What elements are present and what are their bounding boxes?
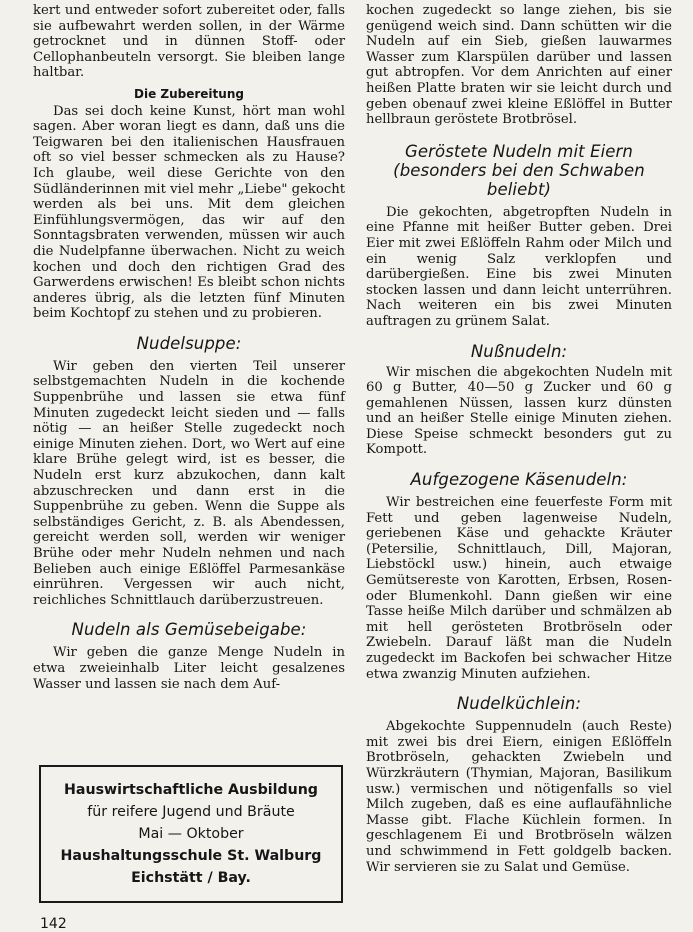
ad-line-school: Haushaltungsschule St. Walburg — [60, 848, 322, 864]
right-column — [366, 0, 672, 875]
ad-line-training: Hauswirtschaftliche Ausbildung — [64, 782, 318, 798]
gemuesebeigabe-paragraph: Wir geben die ganze Menge Nudeln in etwa zweieinhalb Liter leicht gesalzenes Wasser und lassen sie nach dem Auf- — [33, 645, 345, 692]
nussnudeln-paragraph: Wir mischen die abgekochten Nudeln mit 60 g Butter, 40—50 g Zucker und 60 g gemahlenen Nüssen, lassen kurz dünsten und an heißer Stelle einige Minuten ziehen. Diese Speise schmeckt besonders gut zu Kompott. — [366, 364, 672, 458]
intro-paragraph: kert und entweder sofort zubereitet oder, falls sie aufbewahrt werden sollen, in der Wärme getrocknet und in dünnen Stoff- oder Cellophanbeuteln versorgt. Sie bleiben lange haltbar. — [33, 3, 345, 81]
ad-line-audience: für reifere Jugend und Bräute — [87, 804, 295, 820]
eiern-paragraph: Die gekochten, abgetropften Nudeln in eine Pfanne mit heißer Butter geben. Drei Eier mit zwei Eßlöffeln Rahm oder Milch und ein wenig Salz verklopfen und darübergießen. Eine bis zwei Minuten stocken lassen und dann leicht unterrühren. Nach weiteren ein bis zwei Minuten auftragen zu grünem Salat. — [366, 204, 672, 329]
eiern-heading: Geröstete Nudeln mit Eiern (besonders bei den Schwaben beliebt) — [393, 141, 645, 199]
advertisement-box — [39, 765, 343, 903]
nussnudeln-heading: Nußnudeln: — [470, 341, 568, 361]
ad-line-location: Eichstätt / Bay. — [131, 870, 251, 886]
nudelsuppe-heading: Nudelsuppe: — [136, 333, 242, 353]
nudelkuechlein-heading: Nudelküchlein: — [456, 694, 582, 714]
page-number: 142 — [40, 916, 67, 932]
zubereitung-title: Die Zubereitung — [134, 86, 244, 101]
zubereitung-paragraph: Das sei doch keine Kunst, hört man wohl sagen. Aber woran liegt es dann, daß uns die Teigwaren bei den italienischen Hausfrauen oft so viel besser schmecken als zu Hause? Ich glaube, weil diese Gerichte von den Südländerinnen mit viel mehr „Liebe" gekocht werden als bei uns. Mit dem gleichen Einfühlungsvermögen, das wir auf den Sonntagsbraten verwenden, müssen wir auch die Nudelpfanne überwachen. Nicht zu weich kochen und doch den richtigen Grad des Garwerdens erwischen! Es bleibt schon nichts anderes übrig, als die letzten fünf Minuten beim Kochtopf zu stehen und zu probieren. — [33, 103, 345, 322]
gemuesebeigabe-heading: Nudeln als Gemüsebeigabe: — [71, 620, 307, 640]
kaesenudeln-heading: Aufgezogene Käsenudeln: — [410, 470, 628, 490]
ad-line-season: Mai — Oktober — [138, 826, 244, 842]
kaesenudeln-paragraph: Wir bestreichen eine feuerfeste Form mit Fett und geben lagenweise Nudeln, geriebenen Käse und gehackte Kräuter (Petersilie, Schnittlauch, Dill, Majoran, Liebstöckl usw.) hinein, auch etwaige Gemütsereste von Karotten, Erbsen, Rosen- oder Blumenkohl. Dann gießen wir eine Tasse heiße Milch darüber und schmälzen ab mit hell gerösteten Brotbröseln oder Zwiebeln. Darauf läßt man die Nudeln zugedeckt im Backofen bei schwacher Hitze etwa zwanzig Minuten aufziehen. — [366, 495, 672, 682]
nudelsuppe-paragraph: Wir geben den vierten Teil unserer selbstgemachten Nudeln in die kochende Suppenbrühe und lassen sie etwa fünf Minuten zugedeckt leicht sieden und — falls nötig — an heißer Stelle zugedeckt noch einige Minuten ziehen. Dort, wo Wert auf eine klare Brühe gelegt wird, ist es besser, die Nudeln erst kurz abzukochen, dann kalt abzuschrecken und dann erst in die Suppenbrühe zu geben. Wenn die Suppe als selbständiges Gericht, z. B. als Abendessen, gereicht werden soll, werden wir weniger Brühe oder mehr Nudeln nehmen und nach Belieben auch einige Eßlöffel Parmesankäse einrühren. Vergessen wir auch nicht, reichliches Schnittlauch darüberzustreuen. — [33, 358, 345, 608]
left-column — [33, 0, 345, 692]
nudelkuechlein-paragraph: Abgekochte Suppennudeln (auch Reste) mit zwei bis drei Eiern, einigen Eßlöffeln Brotbröseln, gehackten Zwiebeln und Würzkräutern (Thymian, Majoran, Basilikum usw.) vermischen und nötigenfalls so viel Milch zugeben, daß es eine auflaufähnliche Masse gibt. Flache Küchlein formen. In geschlagenem Ei und Brotbröseln wälzen und schwimmend in Fett goldgelb backen. Wir servieren sie zu Salat und Gemüse. — [366, 719, 672, 875]
continuation-paragraph: kochen zugedeckt so lange ziehen, bis sie genügend weich sind. Dann schütten wir die Nudeln auf ein Sieb, gießen lauwarmes Wasser zum Klarspülen darüber und lassen gut abtropfen. Vor dem Anrichten auf einer heißen Platte braten wir sie leicht durch und geben obenauf zwei kleine Eßlöffel in Butter hellbraun geröstete Brotbrösel. — [366, 3, 672, 128]
